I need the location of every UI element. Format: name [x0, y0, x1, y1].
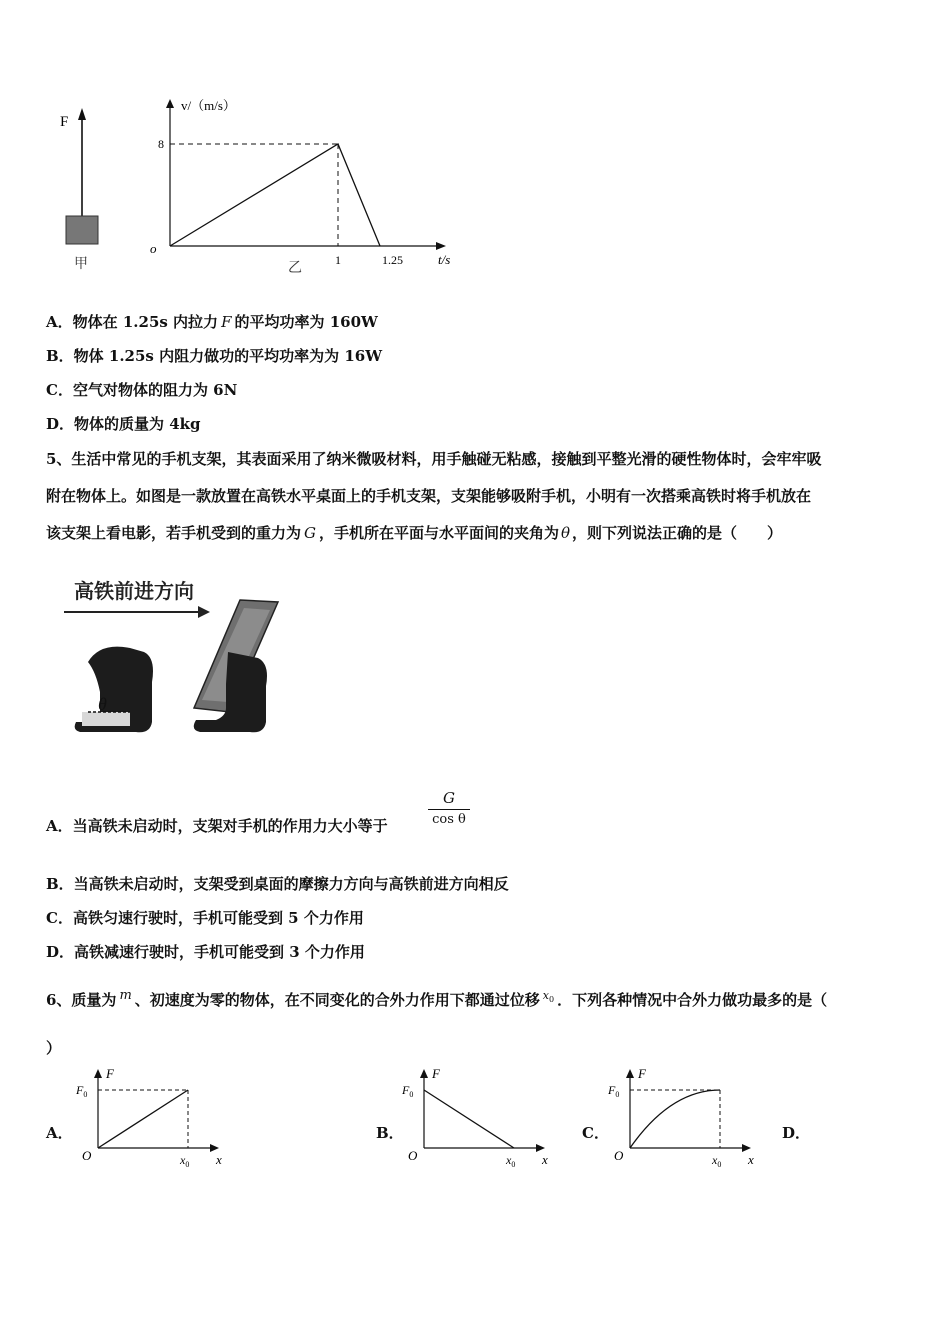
force-label: F	[60, 114, 69, 130]
direction-arrowhead	[198, 606, 210, 618]
x-axis-label: x	[216, 1152, 222, 1167]
x-axis-arrow	[536, 1144, 545, 1152]
q6-option-b-label: B．	[376, 1124, 404, 1142]
force-curve	[98, 1090, 188, 1148]
x0-label: $x_0$	[180, 1153, 190, 1169]
q5-option-a: A．当高铁未启动时，支架对手机的作用力大小等于	[46, 817, 388, 835]
fraction-bar	[428, 809, 470, 810]
q4-option-a: A．物体在 1.25s 内拉力 F 的平均功率为 160W	[46, 313, 378, 331]
origin-label: o	[150, 241, 157, 256]
velocity-line	[170, 144, 380, 246]
q5-line-3: 该支架上看电影，若手机受到的重力为 G ，手机所在平面与水平面间的夹角为 θ ，则下列说法正确的是（ ）	[46, 524, 783, 542]
f0-label: $F_0$	[402, 1083, 414, 1099]
q5-option-c: C．高铁匀速行驶时，手机可能受到 5 个力作用	[46, 909, 364, 927]
x0-label: $x_0$	[506, 1153, 516, 1169]
y-axis-label: v/（m/s）	[181, 98, 236, 113]
y-axis-arrow	[166, 99, 174, 108]
f-axis-label: F	[432, 1066, 440, 1081]
q6-option-c-label: C．	[582, 1124, 609, 1142]
origin-label: O	[614, 1148, 624, 1163]
q6-graph-c	[604, 1064, 764, 1176]
x0-subscript: 0	[511, 1160, 516, 1169]
q4-option-d: D．物体的质量为 4kg	[46, 415, 201, 433]
f0-subscript: 0	[83, 1090, 88, 1099]
x0-label: $x_0$	[712, 1153, 722, 1169]
force-curve	[424, 1090, 514, 1148]
q5-option-d: D．高铁减速行驶时，手机可能受到 3 个力作用	[46, 943, 365, 961]
f0-label: $F_0$	[76, 1083, 88, 1099]
q4-option-c: C．空气对物体的阻力为 6N	[46, 381, 238, 399]
fraction	[424, 789, 474, 827]
q6-option-a-label: A．	[46, 1124, 73, 1142]
q6-line-1: 6、质量为 $^m$ 、初速度为零的物体，在不同变化的合外力作用下都通过位移 $^{x_0}$ ．下列各种情况中合外力做功最多的是（	[46, 988, 828, 1009]
x-axis-label: x	[542, 1152, 548, 1167]
fraction-numerator: G	[443, 789, 455, 807]
q6-line-2: ）	[46, 1039, 62, 1057]
q4-option-b: B．物体 1.25s 内阻力做功的平均功率为为 16W	[46, 347, 383, 365]
f-axis-label: F	[638, 1066, 646, 1081]
q5-option-b: B．当高铁未启动时，支架受到桌面的摩擦力方向与高铁前进方向相反	[46, 875, 509, 893]
origin-label: O	[408, 1148, 418, 1163]
f-axis-label: F	[106, 1066, 114, 1081]
q5-line-1: 5、生活中常见的手机支架，其表面采用了纳米微吸材料，用手触碰无粘感，接触到平整光滑的硬性物体时，会牢牢吸	[46, 450, 822, 468]
phone-holder-figure	[60, 572, 300, 742]
q6-option-d-label: D．	[782, 1124, 811, 1142]
left-holder-base-pad	[82, 712, 130, 726]
q6-graph-b	[398, 1064, 558, 1176]
jia-label: 甲	[74, 257, 88, 272]
y-axis-arrow	[420, 1069, 428, 1078]
q5-line-2: 附在物体上。如图是一款放置在高铁水平桌面上的手机支架，支架能够吸附手机，小明有一次搭乘高铁时将手机放在	[46, 487, 812, 505]
fraction-denominator: cos θ	[432, 812, 466, 827]
x-axis-arrow	[742, 1144, 751, 1152]
y-axis-arrow	[94, 1069, 102, 1078]
x-axis-arrow	[436, 242, 446, 250]
y-tick-8: 8	[158, 137, 164, 151]
f0-subscript: 0	[409, 1090, 414, 1099]
f0-label: $F_0$	[608, 1083, 620, 1099]
force-curve	[630, 1090, 720, 1148]
x0-symbol: x0	[542, 989, 555, 1005]
q6-graph-a	[72, 1064, 232, 1176]
f0-subscript: 0	[615, 1090, 620, 1099]
x0-subscript: 0	[717, 1160, 722, 1169]
x0-subscript: 0	[185, 1160, 190, 1169]
x-tick-1: 1	[335, 253, 341, 267]
figure-1	[40, 90, 480, 280]
y-axis-arrow	[626, 1069, 634, 1078]
direction-label: 高铁前进方向	[74, 581, 194, 603]
x-tick-1.25: 1.25	[382, 253, 403, 267]
x-axis-arrow	[210, 1144, 219, 1152]
x-axis-label: x	[748, 1152, 754, 1167]
yi-label: 乙	[288, 261, 302, 276]
force-arrowhead	[78, 108, 86, 120]
origin-label: O	[82, 1148, 92, 1163]
theta-label: θ	[98, 694, 107, 714]
block	[66, 216, 98, 244]
x-axis-label: t/s	[438, 252, 451, 267]
